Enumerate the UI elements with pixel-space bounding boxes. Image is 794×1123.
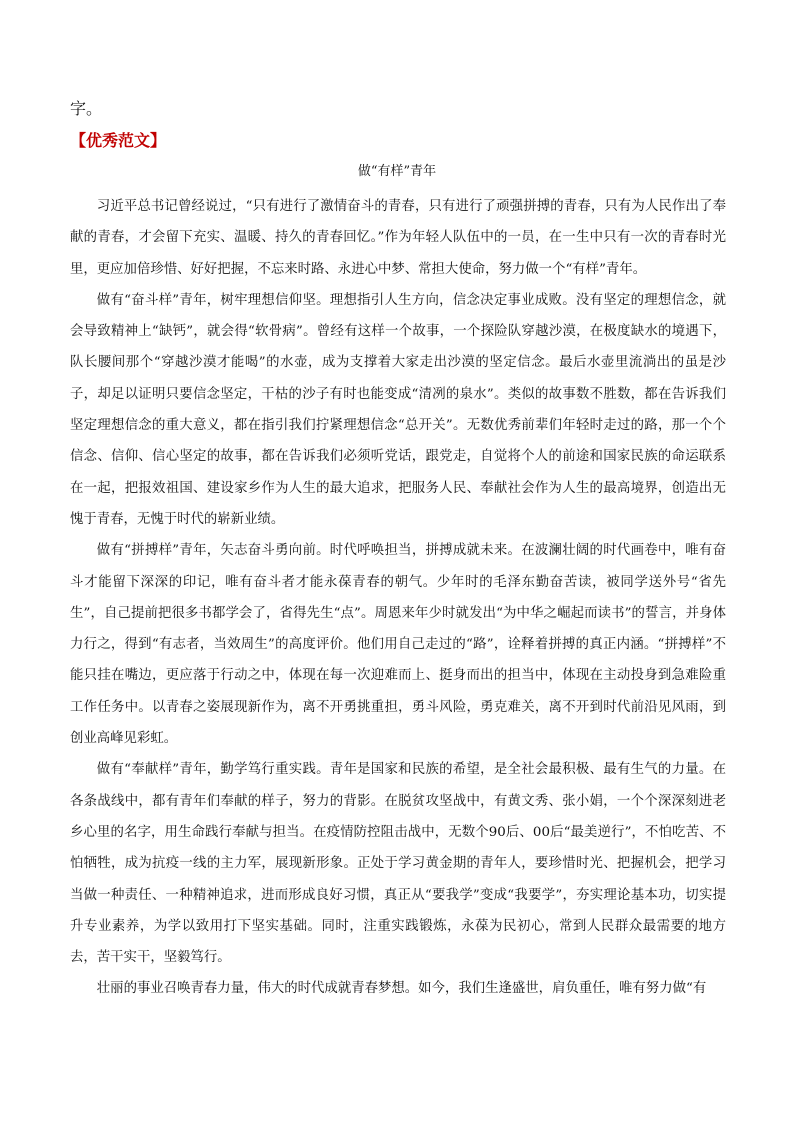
essay-paragraph: 习近平总书记曾经说过，“只有进行了激情奋斗的青春，只有进行了顽强拼搏的青春，只有为人民作出了奉献的青春，才会留下充实、温暖、持久的青春回忆。”作为年轻人队伍中的一员，在一生中只有一次的青春时光里，更应加倍珍惜、好好把握，不忘来时路、永进心中梦、常担大使命，努力做一个“有样”青年。	[70, 199, 726, 277]
essay-paragraph: 做有“拼搏样”青年，矢志奋斗勇向前。时代呼唤担当，拼搏成就未来。在波澜壮阔的时代画卷中，唯有奋斗才能留下深深的印记，唯有奋斗者才能永葆青春的朝气。少年时的毛泽东勤奋苦读，被同学送外号“省先生”，自己提前把很多书都学会了，省得先生“点”。周恩来年少时就发出“为中华之崛起而读书”的誓言，并身体力行之，得到“有志者，当效周生”的高度评价。他们用自己走过的“路”，诠释着拼搏的真正内涵。“拼搏样”不能只挂在嘴边，更应落于行动之中，体现在每一次迎难而上、挺身而出的担当中，体现在主动投身到急难险重工作任务中。以青春之姿展现新作为，离不开勇挑重担，勇斗风险，勇克难关，离不开到时代前沿见风雨，到创业高峰见彩虹。	[70, 543, 726, 747]
essay-paragraph: 做有“奋斗样”青年，树牢理想信仰坚。理想指引人生方向，信念决定事业成败。没有坚定的理想信念，就会导致精神上“缺钙”，就会得“软骨病”。曾经有这样一个故事，一个探险队穿越沙漠，在极度缺水的境遇下，队长腰间那个“穿越沙漠才能喝”的水壶，成为支撑着大家走出沙漠的坚定信念。最后水壶里流淌出的虽是沙子，却足以证明只要信念坚定，干枯的沙子有时也能变成“清冽的泉水”。类似的故事数不胜数，都在告诉我们坚定理想信念的重大意义，都在指引我们拧紧理想信念“总开关”。无数优秀前辈们年轻时走过的路，那一个个信念、信仰、信心坚定的故事，都在告诉我们必须听党话，跟党走，自觉将个人的前途和国家民族的命运联系在一起，把报效祖国、建设家乡作为人生的最大追求，把服务人民、奉献社会作为人生的最高境界，创造出无愧于青春，无愧于时代的崭新业绩。	[70, 292, 726, 527]
essay-paragraph: 做有“奉献样”青年，勤学笃行重实践。青年是国家和民族的希望，是全社会最积极、最有生气的力量。在各条战线中，都有青年们奉献的样子，努力的背影。在脱贫攻坚战中，有黄文秀、张小娟，一个个深深刻进老乡心里的名字，用生命践行奉献与担当。在疫情防控阻击战中，无数个90后、00后“最美逆行”，不怕吃苦、不怕牺牲，成为抗疫一线的主力军，展现新形象。正处于学习黄金期的青年人，要珍惜时光、把握机会，把学习当做一种责任、一种精神追求，进而形成良好习惯，真正从“要我学”变成“我要学”，夯实理论基本功，切实提升专业素养，为学以致用打下坚实基础。同时，注重实践锻炼，永葆为民初心，常到人民群众最需要的地方去，苦干实干，坚毅笃行。	[70, 762, 726, 966]
essay-title: 做“有样”青年	[357, 164, 437, 179]
section-label: 【优秀范文】	[70, 131, 167, 150]
lead-text: 字。	[70, 99, 103, 118]
essay-paragraph: 壮丽的事业召唤青春力量，伟大的时代成就青春梦想。如今，我们生逢盛世，肩负重任，唯有努力做“有	[96, 981, 707, 997]
essay-body	[70, 191, 726, 1005]
